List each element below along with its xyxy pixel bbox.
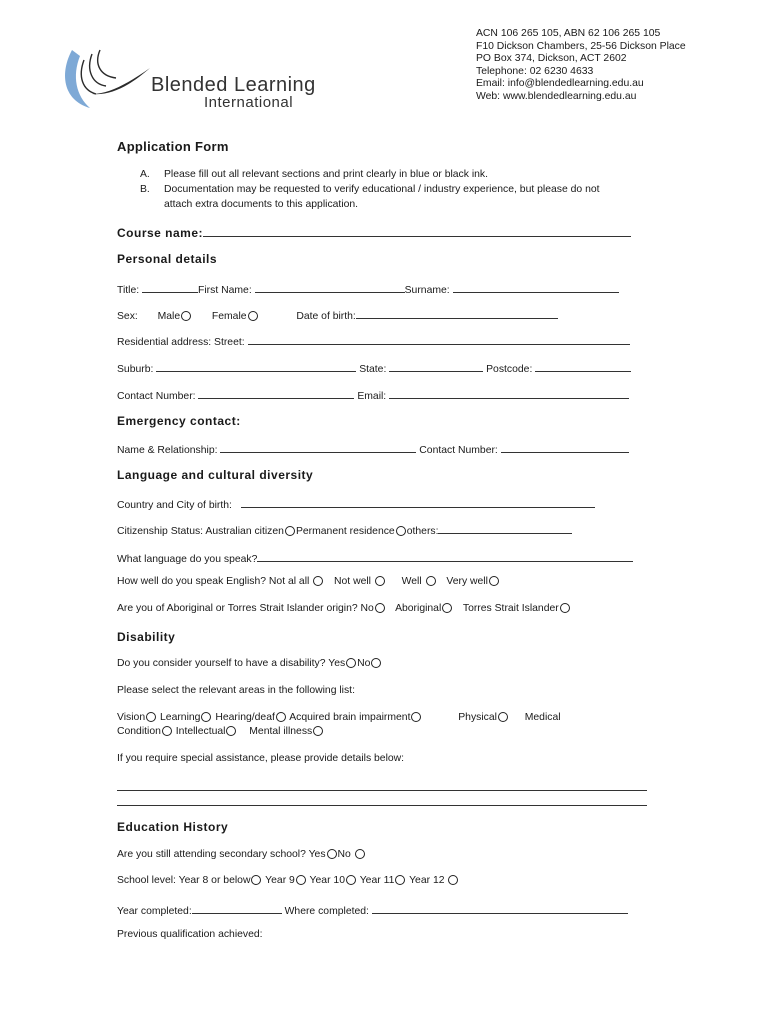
suburb-row bbox=[117, 360, 631, 375]
language-field[interactable] bbox=[257, 550, 633, 562]
dob-label: Date of birth: bbox=[296, 311, 356, 322]
area-label: Learning bbox=[160, 712, 201, 723]
english-very-well-radio[interactable] bbox=[489, 576, 499, 586]
english-option-label: Not al all bbox=[268, 576, 310, 587]
secondary-no-label: No bbox=[337, 849, 351, 860]
secondary-question: Are you still attending secondary school? bbox=[117, 849, 306, 860]
disability-question-row bbox=[117, 658, 382, 669]
where-completed-field[interactable] bbox=[372, 902, 628, 914]
name-row bbox=[117, 281, 619, 296]
course-name-field[interactable] bbox=[203, 225, 631, 237]
learning-radio[interactable] bbox=[201, 712, 211, 722]
instruction-item: B. Documentation may be requested to verify educational / industry experience, but please do not bbox=[140, 184, 600, 195]
medical-condition-radio[interactable] bbox=[162, 726, 172, 736]
level-label: Year 12 bbox=[409, 875, 445, 886]
dob-field[interactable] bbox=[356, 307, 558, 319]
pr-radio[interactable] bbox=[396, 526, 406, 536]
aboriginal-row bbox=[117, 603, 571, 614]
disability-no-radio[interactable] bbox=[371, 658, 381, 668]
year8-radio[interactable] bbox=[251, 875, 261, 885]
disability-yes-radio[interactable] bbox=[346, 658, 356, 668]
suburb-label: Suburb: bbox=[117, 364, 154, 375]
area-label: Physical bbox=[458, 712, 497, 723]
contact-number-field[interactable] bbox=[198, 387, 354, 399]
citizen-label: Australian citizen bbox=[205, 526, 284, 537]
citizenship-row bbox=[117, 522, 572, 537]
state-label: State: bbox=[359, 364, 387, 375]
first-name-field[interactable] bbox=[255, 281, 405, 293]
school-level-row bbox=[117, 875, 459, 886]
disability-yes-label: Yes bbox=[328, 658, 346, 669]
course-name-row bbox=[117, 224, 631, 242]
female-radio[interactable] bbox=[248, 311, 258, 321]
form-title: Application Form bbox=[117, 139, 229, 154]
disability-question: Do you consider yourself to have a disability? bbox=[117, 658, 326, 669]
contact-line: Email: info@blendedlearning.edu.au bbox=[476, 78, 644, 90]
disability-areas-row2 bbox=[117, 726, 324, 737]
year-completed-row bbox=[117, 902, 628, 917]
vision-radio[interactable] bbox=[146, 712, 156, 722]
aboriginal-label: Are you of Aboriginal or Torres Strait Islander origin? bbox=[117, 603, 358, 614]
personal-heading: Personal details bbox=[117, 252, 218, 266]
language-label: What language do you speak? bbox=[117, 554, 258, 565]
torres-strait-radio[interactable] bbox=[560, 603, 570, 613]
english-not-well-radio[interactable] bbox=[375, 576, 385, 586]
english-row bbox=[117, 576, 500, 587]
year-completed-label: Year completed: bbox=[117, 906, 192, 917]
area-label: Vision bbox=[117, 712, 146, 723]
street-field[interactable] bbox=[248, 333, 630, 345]
year-completed-field[interactable] bbox=[192, 902, 282, 914]
hearing-radio[interactable] bbox=[276, 712, 286, 722]
surname-field[interactable] bbox=[453, 281, 619, 293]
emergency-row bbox=[117, 441, 629, 456]
contact-line: Web: www.blendedlearning.edu.au bbox=[476, 90, 637, 102]
english-option-label: Not well bbox=[334, 576, 371, 587]
address-row bbox=[117, 333, 630, 348]
disability-select-label: Please select the relevant areas in the following list: bbox=[117, 685, 355, 696]
postcode-label: Postcode: bbox=[486, 364, 533, 375]
emergency-contact-field[interactable] bbox=[501, 441, 629, 453]
mental-illness-radio[interactable] bbox=[313, 726, 323, 736]
male-label: Male bbox=[157, 311, 181, 322]
aboriginal-option-label: Aboriginal bbox=[395, 603, 442, 614]
contact-line: ACN 106 265 105, ABN 62 106 265 105 bbox=[476, 28, 661, 39]
aboriginal-option-label: Torres Strait Islander bbox=[462, 603, 559, 614]
instruction-item: A. Please fill out all relevant sections and print clearly in blue or black ink. bbox=[140, 169, 489, 180]
year12-radio[interactable] bbox=[448, 875, 458, 885]
disability-areas-row1 bbox=[117, 712, 561, 723]
sex-row bbox=[117, 307, 558, 322]
brain-impairment-radio[interactable] bbox=[411, 712, 421, 722]
assist-line-2[interactable] bbox=[117, 804, 647, 806]
state-field[interactable] bbox=[389, 360, 483, 372]
citizenship-label: Citizenship Status: bbox=[117, 526, 204, 537]
birth-label: Country and City of birth: bbox=[117, 500, 232, 511]
contact-row bbox=[117, 387, 629, 402]
citizen-radio[interactable] bbox=[285, 526, 295, 536]
birth-row bbox=[117, 496, 595, 511]
year10-radio[interactable] bbox=[346, 875, 356, 885]
suburb-field[interactable] bbox=[156, 360, 356, 372]
physical-radio[interactable] bbox=[498, 712, 508, 722]
emergency-heading: Emergency contact: bbox=[117, 414, 241, 428]
course-name-label: Course name: bbox=[117, 226, 204, 240]
prev-qual-label: Previous qualification achieved: bbox=[117, 929, 263, 940]
title-field[interactable] bbox=[142, 281, 198, 293]
area-label: Condition bbox=[117, 726, 161, 737]
contact-line: F10 Dickson Chambers, 25-56 Dickson Place bbox=[476, 40, 686, 52]
contact-line: PO Box 374, Dickson, ACT 2602 bbox=[476, 53, 627, 65]
postcode-field[interactable] bbox=[535, 360, 631, 372]
contact-number-label: Contact Number: bbox=[117, 391, 196, 402]
email-label: Email: bbox=[357, 391, 387, 402]
english-well-radio[interactable] bbox=[426, 576, 436, 586]
surname-label: Surname: bbox=[404, 285, 450, 296]
level-label: Year 11 bbox=[359, 875, 395, 886]
others-label: others: bbox=[406, 526, 439, 537]
disability-no-label: No bbox=[357, 658, 371, 669]
area-label: Medical bbox=[524, 712, 561, 723]
aboriginal-option-label: No bbox=[360, 603, 374, 614]
sex-label: Sex: bbox=[117, 311, 138, 322]
secondary-yes-label: Yes bbox=[308, 849, 326, 860]
english-option-label: Well bbox=[401, 576, 422, 587]
first-name-label: First Name: bbox=[198, 285, 252, 296]
english-label: How well do you speak English? bbox=[117, 576, 267, 587]
assist-label: If you require special assistance, please provide details below: bbox=[117, 753, 405, 764]
emergency-name-label: Name & Relationship: bbox=[117, 445, 218, 456]
language-heading: Language and cultural diversity bbox=[117, 468, 314, 482]
pr-label: Permanent residence bbox=[295, 526, 395, 537]
where-completed-label: Where completed: bbox=[284, 906, 369, 917]
year11-radio[interactable] bbox=[395, 875, 405, 885]
level-label: Year 10 bbox=[309, 875, 345, 886]
address-label: Residential address: Street: bbox=[117, 337, 245, 348]
intellectual-radio[interactable] bbox=[226, 726, 236, 736]
language-row bbox=[117, 550, 633, 565]
birth-field[interactable] bbox=[241, 496, 595, 508]
disability-heading: Disability bbox=[117, 630, 176, 644]
year9-radio[interactable] bbox=[296, 875, 306, 885]
logo-swoosh-icon bbox=[58, 42, 158, 112]
instructions bbox=[140, 167, 600, 212]
english-not-at-all-radio[interactable] bbox=[313, 576, 323, 586]
level-label: Year 8 or below bbox=[178, 875, 251, 886]
logo-line1: Blended Learning bbox=[151, 74, 316, 96]
area-label: Mental illness bbox=[249, 726, 313, 737]
school-level-label: School level: bbox=[117, 875, 176, 886]
male-radio[interactable] bbox=[181, 311, 191, 321]
others-field[interactable] bbox=[438, 522, 572, 534]
area-label: Acquired brain impairment bbox=[289, 712, 411, 723]
level-label: Year 9 bbox=[265, 875, 295, 886]
contact-line: Telephone: 02 6230 4633 bbox=[476, 65, 594, 77]
secondary-no-radio[interactable] bbox=[355, 849, 365, 859]
aboriginal-no-radio[interactable] bbox=[375, 603, 385, 613]
emergency-name-field[interactable] bbox=[220, 441, 416, 453]
female-label: Female bbox=[211, 311, 247, 322]
english-option-label: Very well bbox=[446, 576, 488, 587]
email-field[interactable] bbox=[389, 387, 629, 399]
instruction-item: attach extra documents to this application. bbox=[164, 199, 359, 210]
secondary-row bbox=[117, 849, 366, 860]
assist-line-1[interactable] bbox=[117, 789, 647, 791]
education-heading: Education History bbox=[117, 820, 229, 834]
title-label: Title: bbox=[117, 285, 140, 296]
area-label: Intellectual bbox=[175, 726, 226, 737]
emergency-contact-label: Contact Number: bbox=[419, 445, 498, 456]
aboriginal-yes-radio[interactable] bbox=[442, 603, 452, 613]
area-label: Hearing/deaf bbox=[215, 712, 275, 723]
logo-line2: International bbox=[204, 94, 294, 111]
secondary-yes-radio[interactable] bbox=[327, 849, 337, 859]
contact-block bbox=[476, 28, 686, 104]
